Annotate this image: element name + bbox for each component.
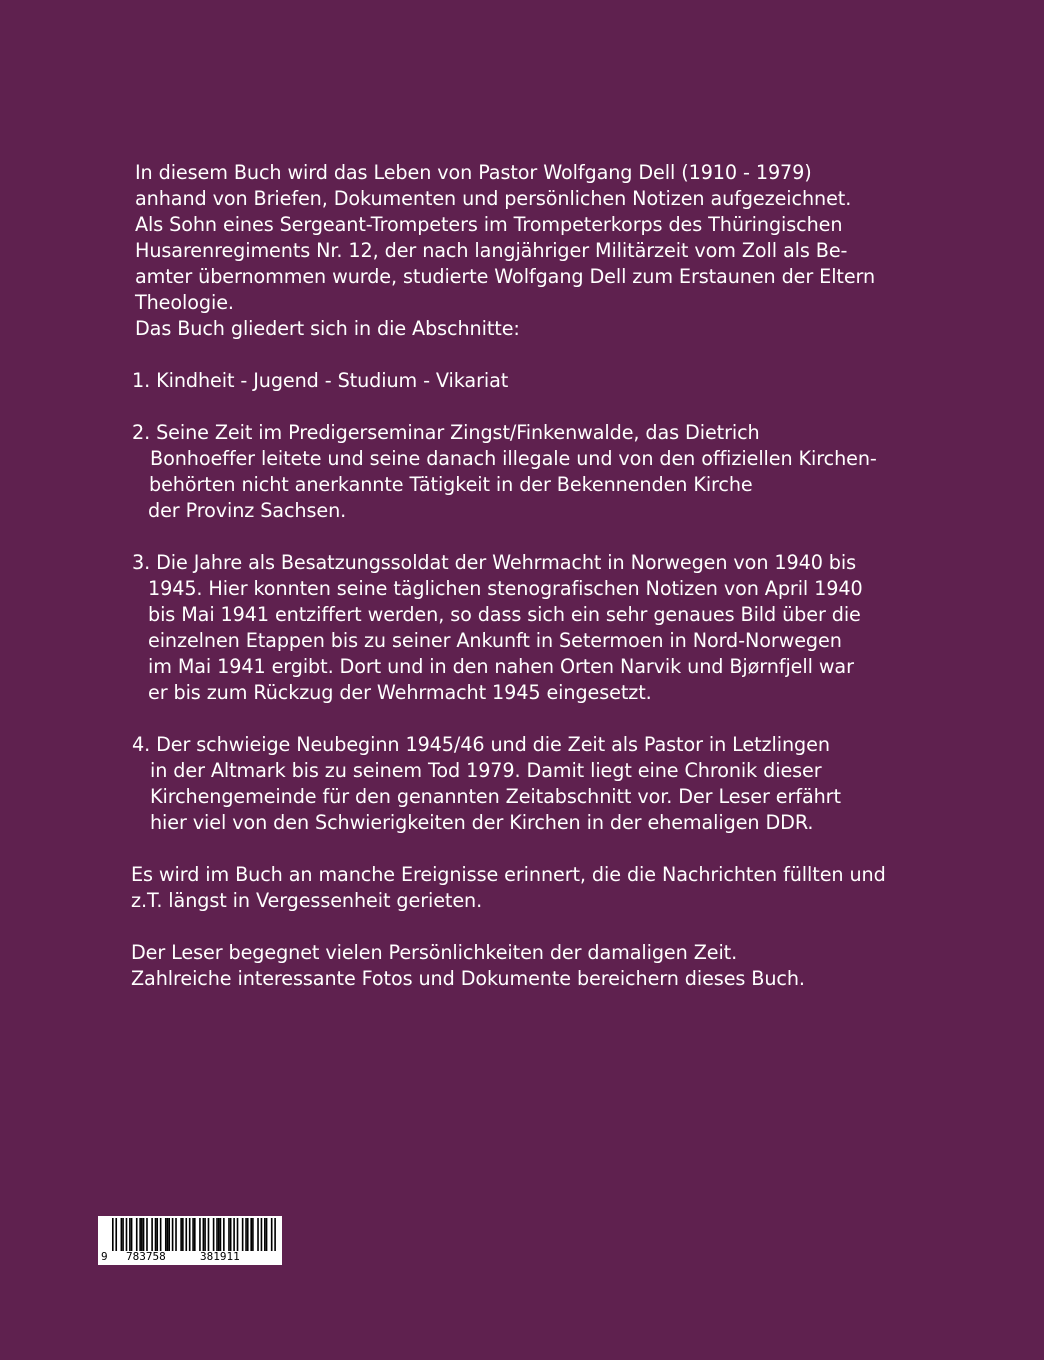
barcode-bar <box>112 1218 114 1251</box>
barcode-digit-group-left: 783758 <box>126 1250 166 1263</box>
barcode-bar <box>167 1218 169 1251</box>
barcode-bar <box>216 1218 218 1251</box>
barcode-bar <box>220 1218 222 1251</box>
section-2-line: 2. Seine Zeit im Predigerseminar Zingst/Finkenwalde, das Dietrich <box>132 421 760 444</box>
barcode-bar <box>213 1218 215 1251</box>
closing-line: Es wird im Buch an manche Ereignisse erinnert, die die Nachrichten füllten und <box>131 863 886 886</box>
barcode-bar <box>185 1218 187 1251</box>
barcode-bar <box>271 1218 273 1251</box>
section-3-line: im Mai 1941 ergibt. Dort und in den nahen Orten Narvik und Bjørnfjell war <box>148 655 854 678</box>
barcode-bar <box>115 1218 117 1251</box>
barcode-bar <box>182 1218 184 1251</box>
blurb-line: Als Sohn eines Sergeant-Trompeters im Trompeterkorps des Thüringischen <box>135 213 843 236</box>
barcode-bar <box>122 1218 124 1251</box>
barcode-bar <box>160 1218 162 1251</box>
blurb-line: Husarenregiments Nr. 12, der nach langjähriger Militärzeit vom Zoll als Be- <box>135 239 848 262</box>
barcode-bar <box>141 1218 143 1251</box>
barcode-bar <box>203 1218 205 1251</box>
barcode-bar <box>233 1218 235 1251</box>
barcode-bar <box>266 1218 268 1251</box>
barcode-bar <box>192 1218 194 1251</box>
section-4-line: Kirchengemeinde für den genannten Zeitabschnitt vor. Der Leser erfährt <box>150 785 841 808</box>
barcode-bar <box>156 1218 158 1251</box>
section-2-line: der Provinz Sachsen. <box>148 499 347 522</box>
barcode-bar <box>247 1218 249 1251</box>
section-2-line: behörten nicht anerkannte Tätigkeit in der Bekennenden Kirche <box>149 473 753 496</box>
barcode-bar <box>237 1218 239 1251</box>
barcode-bar <box>228 1218 230 1251</box>
barcode-bar <box>155 1218 157 1251</box>
barcode-bar <box>194 1218 196 1251</box>
barcode-bar <box>274 1218 276 1251</box>
barcode-bar <box>218 1218 220 1251</box>
barcode-bar <box>257 1218 259 1251</box>
barcode-bar <box>129 1218 131 1251</box>
section-3-line: bis Mai 1941 entziffert werden, so dass sich ein sehr genaues Bild über die <box>148 603 861 626</box>
section-2-line: Bonhoeffer leitete und seine danach illegale und von den offiziellen Kirchen- <box>150 447 877 470</box>
barcode-bar <box>146 1218 148 1251</box>
blurb-line: Theologie. <box>135 291 234 314</box>
barcode-bar <box>230 1218 232 1251</box>
section-3-line: er bis zum Rückzug der Wehrmacht 1945 eingesetzt. <box>148 681 652 704</box>
barcode-bar <box>199 1218 201 1251</box>
barcode-bars <box>112 1218 276 1251</box>
barcode-bar <box>245 1218 247 1251</box>
section-3-line: einzelnen Etappen bis zu seiner Ankunft in Setermoen in Nord-Norwegen <box>148 629 842 652</box>
barcode-digit-prefix: 9 <box>101 1250 108 1263</box>
blurb-line: amter übernommen wurde, studierte Wolfgang Dell zum Erstaunen der Eltern <box>135 265 876 288</box>
barcode-digit-group-right: 381911 <box>200 1250 240 1263</box>
barcode-bar <box>208 1218 210 1251</box>
closing-line: Zahlreiche interessante Fotos und Dokumente bereichern dieses Buch. <box>131 967 805 990</box>
barcode-bar <box>121 1218 123 1251</box>
barcode-bar <box>250 1218 252 1251</box>
barcode-bar <box>172 1218 174 1251</box>
barcode-bar <box>261 1218 263 1251</box>
isbn-barcode <box>98 1216 282 1265</box>
blurb-line: Das Buch gliedert sich in die Abschnitte: <box>135 317 520 340</box>
barcode-bar <box>165 1218 167 1251</box>
blurb-line: anhand von Briefen, Dokumenten und persönlichen Notizen aufgezeichnet. <box>135 187 852 210</box>
barcode-bar <box>264 1218 266 1251</box>
barcode-bar <box>168 1218 170 1251</box>
barcode-bar <box>180 1218 182 1251</box>
barcode-bar <box>131 1218 133 1251</box>
section-3-line: 3. Die Jahre als Besatzungssoldat der Wehrmacht in Norwegen von 1940 bis <box>132 551 857 574</box>
barcode-bar <box>223 1218 225 1251</box>
barcode-bar <box>139 1218 141 1251</box>
barcode-bar <box>189 1218 191 1251</box>
barcode-bar <box>126 1218 128 1251</box>
blurb-line: In diesem Buch wird das Leben von Pastor Wolfgang Dell (1910 - 1979) <box>135 161 812 184</box>
closing-line: z.T. längst in Vergessenheit gerieten. <box>131 889 483 912</box>
barcode-bar <box>252 1218 254 1251</box>
barcode-digits <box>98 1249 282 1265</box>
barcode-bar <box>143 1218 145 1251</box>
section-4-line: in der Altmark bis zu seinem Tod 1979. Damit liegt eine Chronik dieser <box>150 759 822 782</box>
section-1: 1. Kindheit - Jugend - Studium - Vikariat <box>132 369 509 392</box>
closing-line: Der Leser begegnet vielen Persönlichkeiten der damaligen Zeit. <box>131 941 738 964</box>
section-4-line: hier viel von den Schwierigkeiten der Kirchen in der ehemaligen DDR. <box>150 811 814 834</box>
barcode-bar <box>242 1218 244 1251</box>
barcode-bar <box>151 1218 153 1251</box>
section-3-line: 1945. Hier konnten seine täglichen stenografischen Notizen von April 1940 <box>148 577 863 600</box>
section-4-line: 4. Der schwieige Neubeginn 1945/46 und die Zeit als Pastor in Letzlingen <box>132 733 830 756</box>
barcode-bar <box>204 1218 206 1251</box>
barcode-bar <box>136 1218 138 1251</box>
barcode-bar <box>175 1218 177 1251</box>
